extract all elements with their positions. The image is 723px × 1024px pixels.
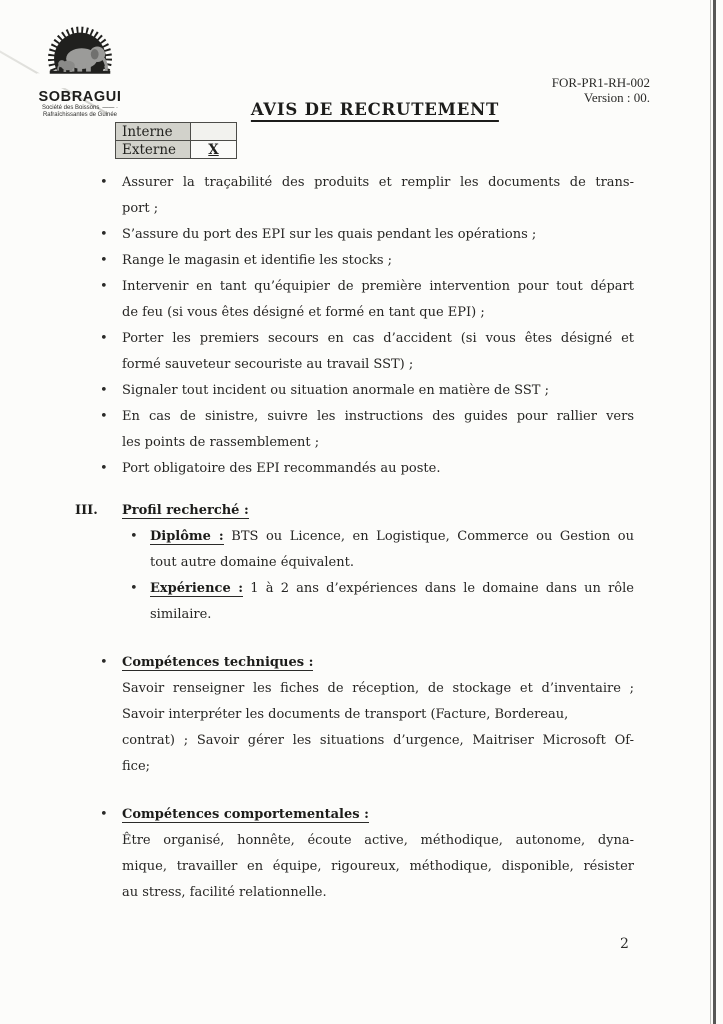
skill-line: contrat) ; Savoir gérer les situations d’urgence, Maitriser Microsoft Of- (122, 733, 634, 748)
duty-line: formé sauveteur secouriste au travail SST) ; (122, 357, 414, 372)
skill-line: Savoir interpréter les documents de transport (Facture, Bordereau, (122, 707, 569, 722)
section-title: Profil recherché : (122, 503, 249, 518)
experience-label: Expérience : (150, 581, 244, 596)
skill-line: fice; (122, 759, 151, 774)
externe-x-mark: X (208, 141, 219, 158)
bullet-icon: • (100, 461, 108, 476)
page-number: 2 (620, 936, 629, 952)
logo-tagline-dash: —— · (102, 105, 119, 111)
list-item (100, 248, 635, 274)
scan-edge-artifact (710, 0, 711, 1024)
section-behavioral-skills (100, 802, 635, 906)
duty-line: Porter les premiers secours en cas d’accident (si vous êtes désigné et (122, 331, 634, 346)
profile-line: Diplôme : BTS ou Licence, en Logistique, Commerce ou Gestion ou (150, 529, 635, 544)
skill-line: Être organisé, honnête, écoute active, méthodique, autonome, dyna- (122, 833, 634, 848)
interne-value-cell (191, 123, 237, 141)
section-profile-heading (75, 498, 635, 524)
duty-line: Assurer la traçabilité des produits et remplir les documents de trans- (122, 175, 634, 190)
bullet-icon: • (100, 383, 108, 398)
logo-name: SOBRAGUI (38, 89, 122, 105)
interne-label-cell: Interne (116, 123, 191, 141)
sobragui-logo (28, 24, 132, 118)
table-row-interne (116, 123, 237, 141)
duty-line: Signaler tout incident ou situation anormale en matière de SST ; (122, 383, 549, 398)
audience-table (115, 122, 237, 159)
profile-line: similaire. (150, 607, 212, 622)
document-body (75, 170, 635, 906)
externe-value-cell (191, 141, 237, 159)
bullet-icon: • (100, 331, 108, 346)
table-row-externe (116, 141, 237, 159)
scan-edge-artifact (713, 0, 716, 1024)
list-item (130, 576, 635, 628)
bullet-icon: • (100, 253, 108, 268)
duty-line: de feu (si vous êtes désigné et formé en tant que EPI) ; (122, 305, 485, 320)
externe-label-cell: Externe (116, 141, 191, 159)
section-technical-skills (100, 650, 635, 780)
technical-skills-heading: Compétences techniques : (122, 655, 314, 670)
duty-line: Port obligatoire des EPI recommandés au poste. (122, 461, 441, 476)
behavioral-skills-heading: Compétences comportementales : (122, 807, 369, 822)
skill-line: au stress, facilité relationnelle. (122, 885, 327, 900)
document-code: FOR-PR1-RH-002 (551, 75, 650, 90)
list-item (100, 456, 635, 482)
page-title: AVIS DE RECRUTEMENT (251, 100, 499, 119)
bullet-icon: • (130, 581, 138, 596)
bullet-icon: • (100, 175, 108, 190)
profile-line: tout autre domaine équivalent. (150, 555, 354, 570)
logo-tagline (28, 105, 132, 118)
list-item (100, 404, 635, 456)
bullet-icon: • (100, 655, 108, 670)
bullet-icon: • (100, 807, 108, 822)
diplome-label: Diplôme : (150, 529, 224, 544)
list-item (100, 326, 635, 378)
duty-line: port ; (122, 201, 159, 216)
skill-line: mique, travailler en équipe, rigoureux, méthodique, disponible, résister (122, 859, 634, 874)
list-item (100, 378, 635, 404)
bullet-icon: • (100, 409, 108, 424)
list-item (100, 170, 635, 222)
logo-tagline-line1: Société des Boissons (41, 105, 100, 111)
list-item (130, 524, 635, 576)
bullet-icon: • (100, 279, 108, 294)
duty-line: Intervenir en tant qu’équipier de première intervention pour tout départ (122, 279, 634, 294)
list-item (100, 222, 635, 248)
list-item (100, 274, 635, 326)
bullet-icon: • (130, 529, 138, 544)
elephant-logo-icon (36, 24, 124, 88)
profile-line: Expérience : 1 à 2 ans d’expériences dans le domaine dans un rôle (150, 581, 634, 596)
section-number: III. (75, 503, 98, 518)
document-version: Version : 00. (583, 90, 650, 105)
bullet-icon: • (100, 227, 108, 242)
skill-line: Savoir renseigner les fiches de réception, de stockage et d’inventaire ; (122, 681, 634, 696)
duty-line: En cas de sinistre, suivre les instructions des guides pour rallier vers (122, 409, 634, 424)
logo-tagline-line2: Rafraîchissantes de Guinée (42, 111, 118, 118)
duty-line: Range le magasin et identifie les stocks ; (122, 253, 393, 268)
duty-line: les points de rassemblement ; (122, 435, 320, 450)
document-reference (552, 75, 650, 105)
duty-line: S’assure du port des EPI sur les quais pendant les opérations ; (122, 227, 537, 242)
